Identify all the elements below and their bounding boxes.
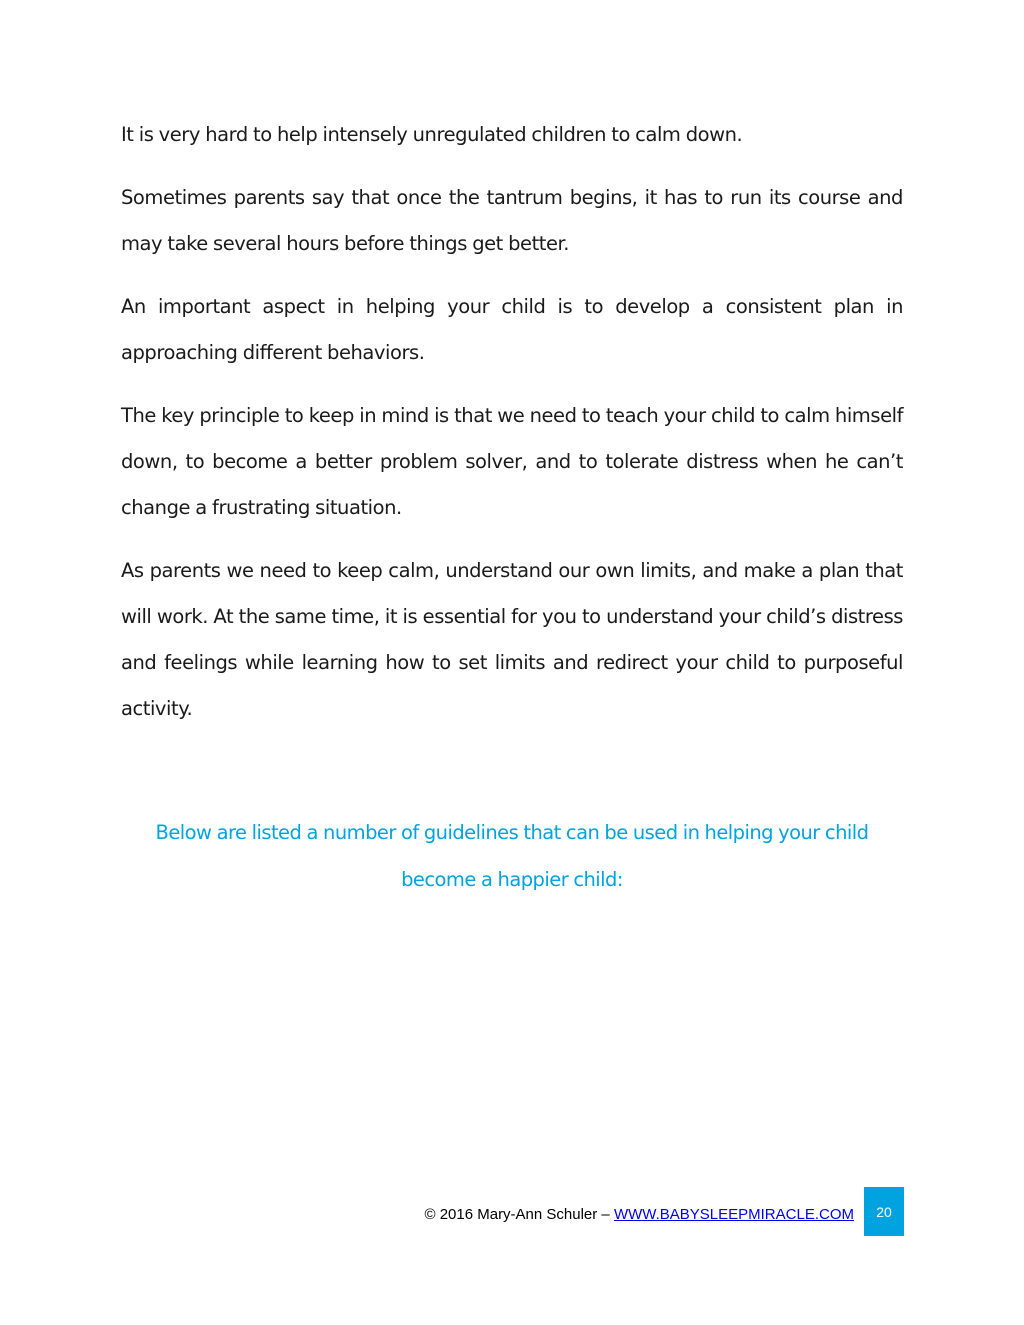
page-footer <box>0 1187 1024 1237</box>
guidelines-intro <box>121 809 903 903</box>
paragraph-2: Sometimes parents say that once the tantrum begins, it has to run its course and may take several hours before things get better. <box>121 186 903 255</box>
website-link[interactable]: WWW.BABYSLEEPMIRACLE.COM <box>613 1206 854 1223</box>
guidelines-intro-line-1: Below are listed a number of guidelines that can be used in helping your child <box>155 821 869 844</box>
paragraph-3: An important aspect in helping your child is to develop a consistent plan in approaching different behaviors. <box>121 295 903 364</box>
paragraph-1: It is very hard to help intensely unregulated children to calm down. <box>121 123 743 146</box>
paragraph-5: As parents we need to keep calm, understand our own limits, and make a plan that will work. At the same time, it is essential for you to understand your child’s distress and feelings while learning how to set limits and redirect your child to purposeful activity. <box>121 559 903 720</box>
copyright-notice <box>424 1206 854 1223</box>
guidelines-intro-line-2: become a happier child: <box>401 868 623 891</box>
copyright-text: © 2016 Mary-Ann Schuler – <box>424 1206 614 1223</box>
page-body <box>121 112 903 749</box>
paragraph-4: The key principle to keep in mind is that we need to teach your child to calm himself down, to become a better problem solver, and to tolerate distress when he can’t change a frustrating situation. <box>121 404 903 519</box>
page-number-badge: 20 <box>864 1187 904 1236</box>
